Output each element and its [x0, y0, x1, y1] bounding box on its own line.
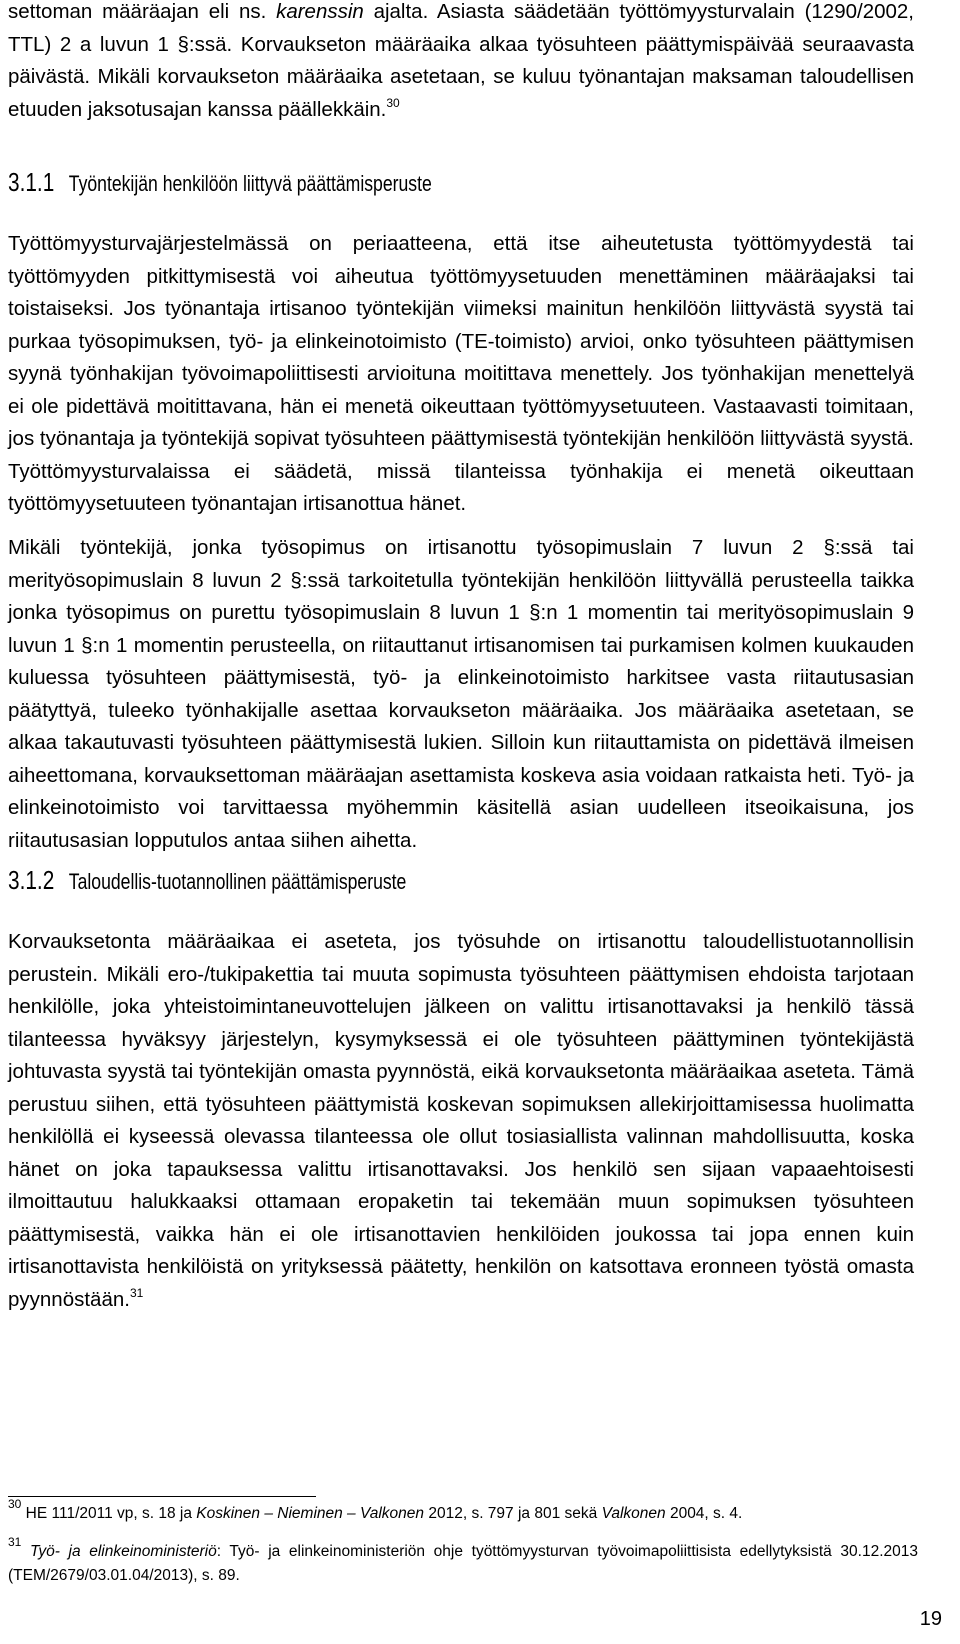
- section-sign: §: [823, 536, 835, 559]
- footnote-30: [8, 1497, 918, 1526]
- footnote-number: 31: [8, 1535, 22, 1549]
- footnote-divider: [8, 1496, 316, 1497]
- paragraph-text-5: :n 1 momentin perusteella, on riitauttanut irtisanomisen tai purkamisen kolmen kuukauden kuluessa työsuhteen päättymisestä, työ- ja elinkeinotoimisto harkitsee vasta riitautusasian päätyttyä, tuleeko työnhakijalle asettaa korvaukseton määräaika. Jos määräaika asetetaan, se alkaa takautuvasti työsuhteen päättymisestä lukien. Silloin kun riitauttamista on pidettävä ilmeisen aiheettomana, korvauksettoman määräajan asettamista koskeva asia voidaan ratkaista heti. Työ- ja elinkeinotoimisto voi tarvittaessa myöhemmin käsitellä asian uudelleen itseoikaisuna, jos riitautusasian lopputulos antaa siihen aihetta.: [8, 633, 914, 852]
- heading-3-1-1: [8, 166, 432, 200]
- paragraph-3-1-1-b: [8, 532, 914, 857]
- footnote-author: Työ- ja elinkeinoministeriö: [30, 1543, 217, 1560]
- intro-text-1: settoman määräajan eli ns.: [8, 0, 277, 23]
- section-sign: §: [529, 601, 541, 624]
- paragraph-text-2: :ssä tai merityösopimuslain 8 luvun 2: [8, 536, 914, 592]
- paragraph-text-4: :n 1 momentin tai merityösopimuslain 9 luvun 1: [8, 601, 914, 657]
- intro-italic-term: karenssin: [276, 0, 364, 23]
- section-sign: §: [177, 32, 189, 56]
- section-sign: §: [290, 568, 302, 592]
- paragraph-text-1: Mikäli työntekijä, jonka työsopimus on irtisanottu työsopimuslain 7 luvun 2: [8, 536, 824, 559]
- footnote-ref-31[interactable]: 31: [129, 1285, 144, 1300]
- intro-paragraph: [8, 0, 914, 126]
- paragraph-3-1-2: [8, 926, 914, 1316]
- paragraph-3-1-1-a: [8, 228, 914, 521]
- paragraph-text: Työttömyysturvajärjestelmässä on periaatteena, että itse aiheutetusta työttömyydestä tai työttömyyden pitkittymisestä voi aiheutua työttömyysetuuden menettäminen määräajaksi tai toistaiseksi. Jos työnantaja irtisanoo työntekijän viimeksi mainitun henkilöön liittyvästä syystä tai purkaa työsopimuksen, työ- ja elinkeinotoimisto (TE-toimisto) arvioi, onko työsuhteen päättymisen syynä työnhakijan työvoimapoliittisesti arvioituna moitittava menettely. Jos työnhakijan menettelyä ei ole pidettävä moitittavana, hän ei menetä oikeuttaan työttömyysetuuteen. Vastaavasti toimitaan, jos työnantaja ja työntekijä sopivat työsuhteen päättymisestä työntekijän henkilöön liittyvästä syystä. Työttömyysturvalaissa ei säädetä, missä tilanteissa työnhakija ei menetä oikeuttaan työttömyysetuuteen työnantajan irtisanottua hänet.: [8, 232, 914, 515]
- paragraph-text: Korvauksetonta määräaikaa ei aseteta, jos työsuhde on irtisanottu taloudellistuotannollisin perustein. Mikäli ero-/tukipakettia tai muuta sopimusta työsuhteen päättymisen ehdoista tarjotaan henkilölle, joka yhteistoimintaneuvottelujen jälkeen on valittu irtisanottavaksi ja henkilö tässä tilanteessa hyväksyy järjestelyn, kysymyksessä ei ole työsuhteen päättyminen työntekijästä johtuvasta syystä tai työntekijän omasta pyynnöstä, eikä korvauksetonta määräaikaa aseteta. Tämä perustuu siihen, että työsuhteen päättymistä koskevan sopimuksen allekirjoittamisessa huolimatta henkilöllä ei kyseessä olevassa tilanteessa ole ollut tosiasiallista valinnan mahdollisuutta, koska hänet on joka tapauksessa valittu irtisanottavaksi. Jos henkilö sen sijaan vapaaehtoisesti ilmoittautuu halukkaaksi ottamaan eropaketin tai tekemään muun sopimuksen työsuhteen päättymisestä, vaikka hän ei ole irtisanottavien henkilöiden joukossa tai jopa ennen kuin irtisanottavista henkilöistä on yrityksessä päätetty, henkilön on katsottava eronneen työstä omasta pyynnöstään.: [8, 930, 914, 1311]
- footnote-text: HE 111/2011 vp, s. 18 ja: [25, 1505, 197, 1522]
- heading-title: Taloudellis-tuotannollinen päättämisperuste: [68, 869, 407, 894]
- intro-text-3: :ssä. Korvaukseton määräaika alkaa työsuhteen päättymispäivää seuraavasta päivästä. Mikäli korvaukseton määräaika asetetaan, se kuluu työnantajan maksaman taloudellisen etuuden jaksotusajan kanssa päällekkäin.: [8, 32, 914, 121]
- footnote-text: 2012, s. 797 ja 801 sekä: [424, 1505, 602, 1522]
- footnote-text: : Työ- ja elinkeinoministeriön ohje työttömyysturvan työvoimapoliittisista edellytyksistä 30.12.2013 (TEM/2679/03.01.04/2013), s. 89.: [8, 1543, 918, 1584]
- intro-text-2: ajalta. Asiasta säädetään työttömyysturvalain (1290/2002, TTL) 2 a luvun 1: [8, 0, 914, 56]
- heading-title: Työntekijän henkilöön liittyvä päättämisperuste: [68, 171, 432, 196]
- paragraph-text-3: :ssä tarkoitetulla työntekijän henkilöön liittyvällä perusteella taikka jonka työsopimus on purettu työsopimuslain 8 luvun 1: [8, 568, 914, 624]
- footnote-number: 30: [8, 1497, 22, 1511]
- footnote-ref-30[interactable]: 30: [386, 95, 400, 110]
- footnote-author: Valkonen: [601, 1505, 666, 1522]
- footnote-authors: Koskinen – Nieminen – Valkonen: [196, 1505, 425, 1522]
- heading-number: 3.1.2: [8, 865, 55, 895]
- heading-number: 3.1.1: [8, 167, 55, 197]
- page-number: 19: [919, 1608, 942, 1630]
- section-sign: §: [81, 633, 93, 657]
- heading-3-1-2: [8, 864, 406, 898]
- footnote-text: 2004, s. 4.: [665, 1505, 743, 1522]
- footnote-31: [8, 1535, 918, 1588]
